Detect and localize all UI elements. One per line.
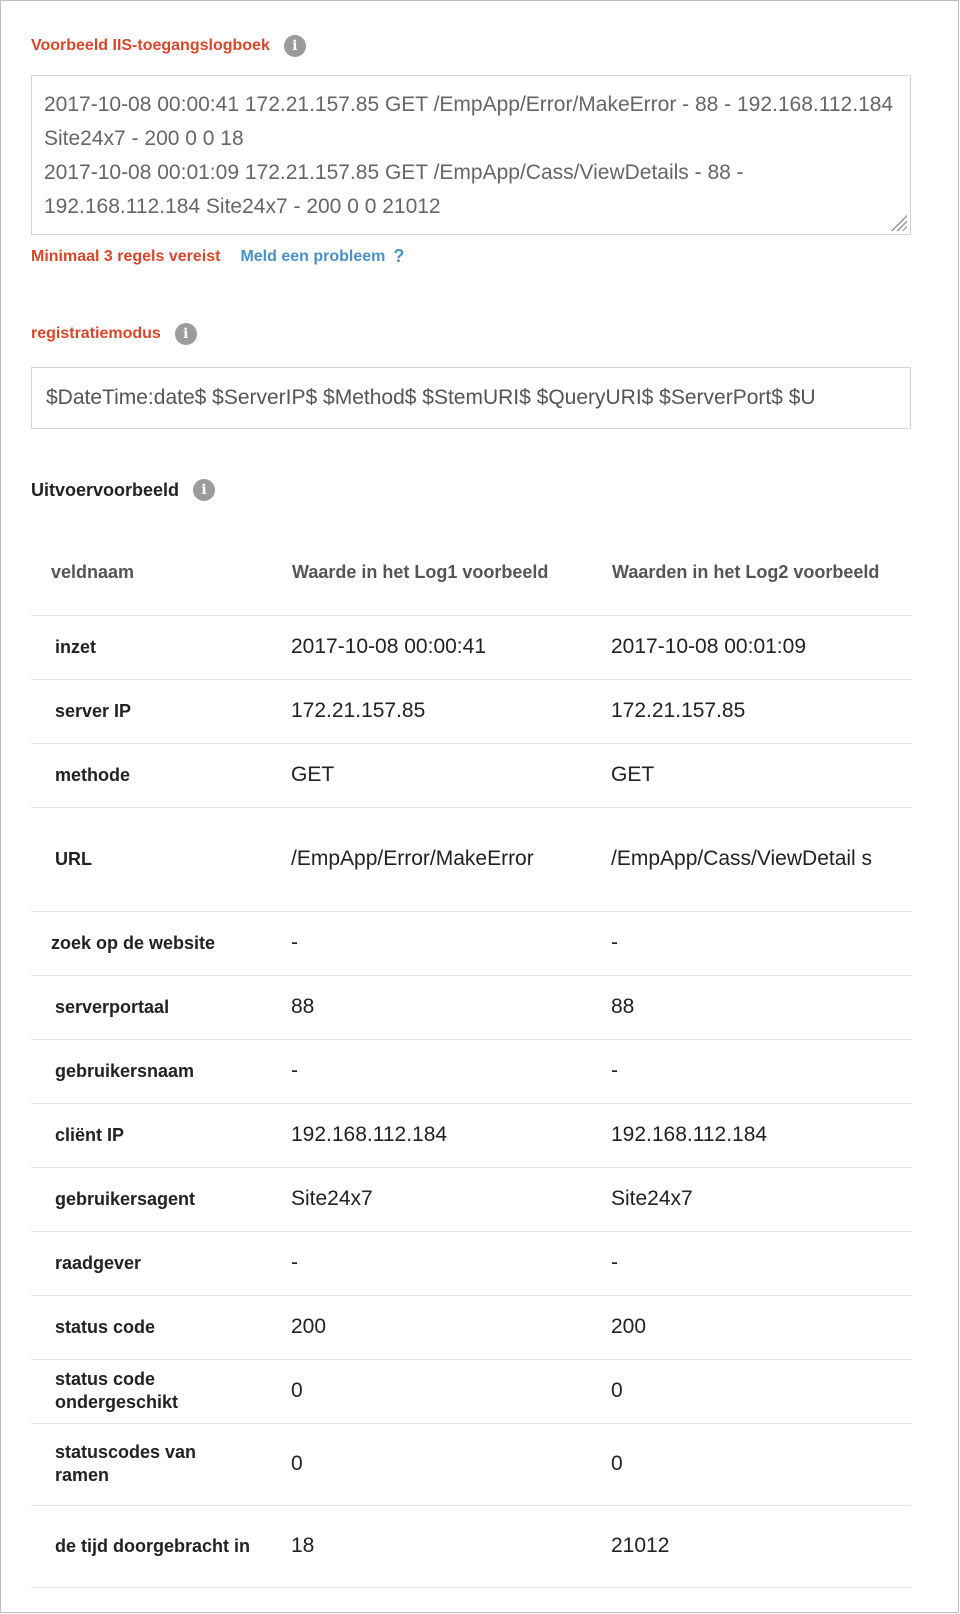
table-row: [31, 1167, 911, 1231]
log1-value: Site24x7: [291, 1167, 611, 1231]
log2-value: 88: [611, 975, 911, 1039]
min-lines-error: Minimaal 3 regels vereist: [31, 247, 221, 265]
table-row: [31, 1039, 911, 1103]
log1-value: -: [291, 911, 611, 975]
log2-value: 172.21.157.85: [611, 679, 911, 743]
field-name: zoek op de website: [31, 911, 291, 975]
report-problem-link[interactable]: Meld een probleem: [240, 247, 386, 265]
table-row: [31, 1103, 911, 1167]
log1-value: 0: [291, 1359, 611, 1423]
log1-value: 200: [291, 1295, 611, 1359]
table-header-row: [31, 531, 911, 615]
log1-value: 0: [291, 1423, 611, 1505]
field-name: URL: [31, 807, 291, 911]
table-row: [31, 807, 911, 911]
table-row: [31, 911, 911, 975]
log2-value: 0: [611, 1423, 911, 1505]
info-icon[interactable]: i: [284, 35, 306, 57]
log2-value: -: [611, 911, 911, 975]
registration-mode-label: registratiemodus: [31, 325, 161, 342]
field-name: status code ondergeschikt: [31, 1359, 291, 1423]
output-example-label: Uitvoervoorbeeld: [31, 479, 180, 500]
info-icon[interactable]: i: [193, 479, 215, 501]
table-row: [31, 615, 911, 679]
table-row: [31, 975, 911, 1039]
field-name: status code: [31, 1295, 291, 1359]
log1-value: 192.168.112.184: [291, 1103, 611, 1167]
table-row: [31, 1295, 911, 1359]
field-name: cliënt IP: [31, 1103, 291, 1167]
log1-value: GET: [291, 743, 611, 807]
log2-value: 2017-10-08 00:01:09: [611, 615, 911, 679]
table-row: [31, 1231, 911, 1295]
field-name: server IP: [31, 679, 291, 743]
registration-mode-label-row: [31, 323, 197, 345]
log-sample-label: Voorbeeld IIS-toegangslogboek: [31, 37, 270, 54]
log2-value: 21012: [611, 1505, 911, 1587]
log1-value: 172.21.157.85: [291, 679, 611, 743]
log2-value: 200: [611, 1295, 911, 1359]
table-row: [31, 679, 911, 743]
log1-value: 88: [291, 975, 611, 1039]
help-question-icon[interactable]: ?: [393, 246, 405, 266]
field-name: serverportaal: [31, 975, 291, 1039]
column-header-field: veldnaam: [31, 531, 291, 615]
table-row: [31, 743, 911, 807]
log1-value: -: [291, 1039, 611, 1103]
log2-value: 0: [611, 1359, 911, 1423]
log2-value: 192.168.112.184: [611, 1103, 911, 1167]
field-name: methode: [31, 743, 291, 807]
log1-value: 18: [291, 1505, 611, 1587]
table-row: [31, 1359, 911, 1423]
field-name: gebruikersnaam: [31, 1039, 291, 1103]
info-icon[interactable]: i: [175, 323, 197, 345]
log1-value: -: [291, 1231, 611, 1295]
log1-value: /EmpApp/Error/MakeError: [291, 807, 611, 911]
log-sample-hint-row: [31, 246, 404, 267]
log-sample-label-row: [31, 35, 306, 57]
output-example-label-row: [31, 479, 215, 501]
log2-value: GET: [611, 743, 911, 807]
field-name: raadgever: [31, 1231, 291, 1295]
log2-value: -: [611, 1039, 911, 1103]
column-header-log2: Waarden in het Log2 voorbeeld: [611, 531, 911, 615]
field-name: de tijd doorgebracht in: [31, 1505, 291, 1587]
field-name: inzet: [31, 615, 291, 679]
table-row: [31, 1505, 911, 1587]
column-header-log1: Waarde in het Log1 voorbeeld: [291, 531, 611, 615]
field-name: gebruikersagent: [31, 1167, 291, 1231]
field-name: statuscodes van ramen: [31, 1423, 291, 1505]
log-sample-textarea[interactable]: [31, 75, 911, 235]
log2-value: Site24x7: [611, 1167, 911, 1231]
log2-value: /EmpApp/Cass/ViewDetail s: [611, 807, 911, 911]
log2-value: -: [611, 1231, 911, 1295]
table-row: [31, 1423, 911, 1505]
resize-grip-icon[interactable]: [889, 213, 907, 231]
output-example-table: [31, 531, 911, 1588]
registration-mode-input[interactable]: [31, 367, 911, 429]
log1-value: 2017-10-08 00:00:41: [291, 615, 611, 679]
